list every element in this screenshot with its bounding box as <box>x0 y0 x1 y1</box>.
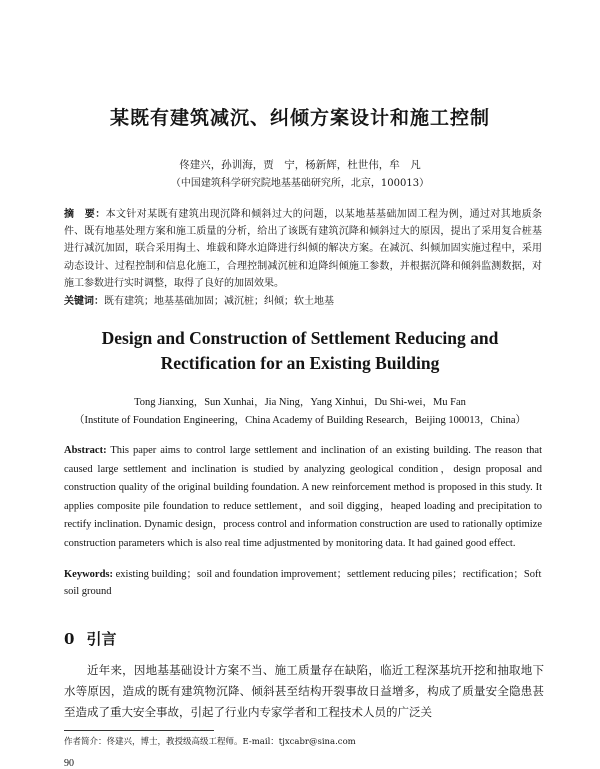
chinese-abstract <box>64 206 542 292</box>
chinese-abstract-text: 本文针对某既有建筑出现沉降和倾斜过大的问题，以某地基基础加固工程为例，通过对其地质条件、既有地基处理方案和施工质量的分析，给出了该既有建筑沉降和倾斜过大的原因，提出了采用复合桩基进行减沉加固，联合采用掏土、堆载和降水迫降进行纠倾的解决方案。在减沉、纠倾加固实施过程中，采用动态设计、过程控制和信息化施工，合理控制减沉桩和迫降纠倾施工参数，并根据沉降和倾斜监测数据，对施工参数进行实时调整，取得了良好的加固效果。 <box>64 209 543 289</box>
section-title: 引言 <box>86 630 117 648</box>
section-heading <box>64 628 116 649</box>
page-number: 90 <box>64 758 74 769</box>
chinese-keywords <box>64 292 542 307</box>
english-affiliation: （Institute of Foundation Engineering，China Academy of Building Research，Beijing 100013，China） <box>73 415 527 426</box>
intro-paragraph: 近年来，因地基基础设计方案不当、施工质量存在缺陷，临近工程深基坑开挖和抽取地下水等原因，造成的既有建筑物沉降、倾斜甚至结构开裂事故日益增多，构成了质量安全隐患甚至造成了重大安全事故，引起了行业内专家学者和工程技术人员的广泛关 <box>64 663 544 719</box>
chinese-keywords-label: 关键词： <box>64 296 104 307</box>
chinese-title: 某既有建筑减沉、纠倾方案设计和施工控制 <box>109 107 490 129</box>
english-keywords-text: existing building；soil and foundation improvement；settlement reducing piles；rectification；Soft soil ground <box>64 569 542 597</box>
english-abstract-label: Abstract: <box>64 445 107 456</box>
english-keywords <box>64 566 542 600</box>
english-authors: Tong Jianxing，Sun Xunhai，Jia Ning，Yang Xinhui，Du Shi-wei，Mu Fan <box>134 397 466 408</box>
english-title-line-1: Design and Construction of Settlement Reducing and <box>101 328 499 348</box>
footnote-divider <box>64 730 214 731</box>
english-keywords-label: Keywords: <box>64 569 113 580</box>
chinese-abstract-label: 摘 要： <box>64 209 106 220</box>
chinese-authors: 佟建兴，孙训海，贾 宁，杨新辉，杜世伟，牟 凡 <box>179 159 421 171</box>
section-number: 0 <box>64 630 75 648</box>
chinese-affiliation: （中国建筑科学研究院地基基础研究所，北京，100013） <box>170 178 430 189</box>
chinese-keywords-text: 既有建筑；地基基础加固；减沉桩；纠倾；软土地基 <box>104 296 334 307</box>
english-abstract <box>64 442 542 554</box>
english-abstract-text: This paper aims to control large settlement and inclination of an existing building. The reason that caused large settlement and inclination is studied by analyzing geological condition，design proposal and construction quality of the original building foundation. A new reinforcement method is proposed in this study. It applies composite pile foundation to reduce settlement，and soil digging，heaped loading and precipitation to rectify inclination. Dynamic design，process control and information construction are used to rationally optimize construction parameters which is also real time adjustmented by monitoring data. It had gained good effect. <box>64 445 543 549</box>
author-footnote: 作者简介：佟建兴，博士，教授级高级工程师。E-mail：tjxcabr@sina.com <box>64 737 356 747</box>
english-title <box>0 326 600 376</box>
english-title-line-2: Rectification for an Existing Building <box>160 353 440 373</box>
